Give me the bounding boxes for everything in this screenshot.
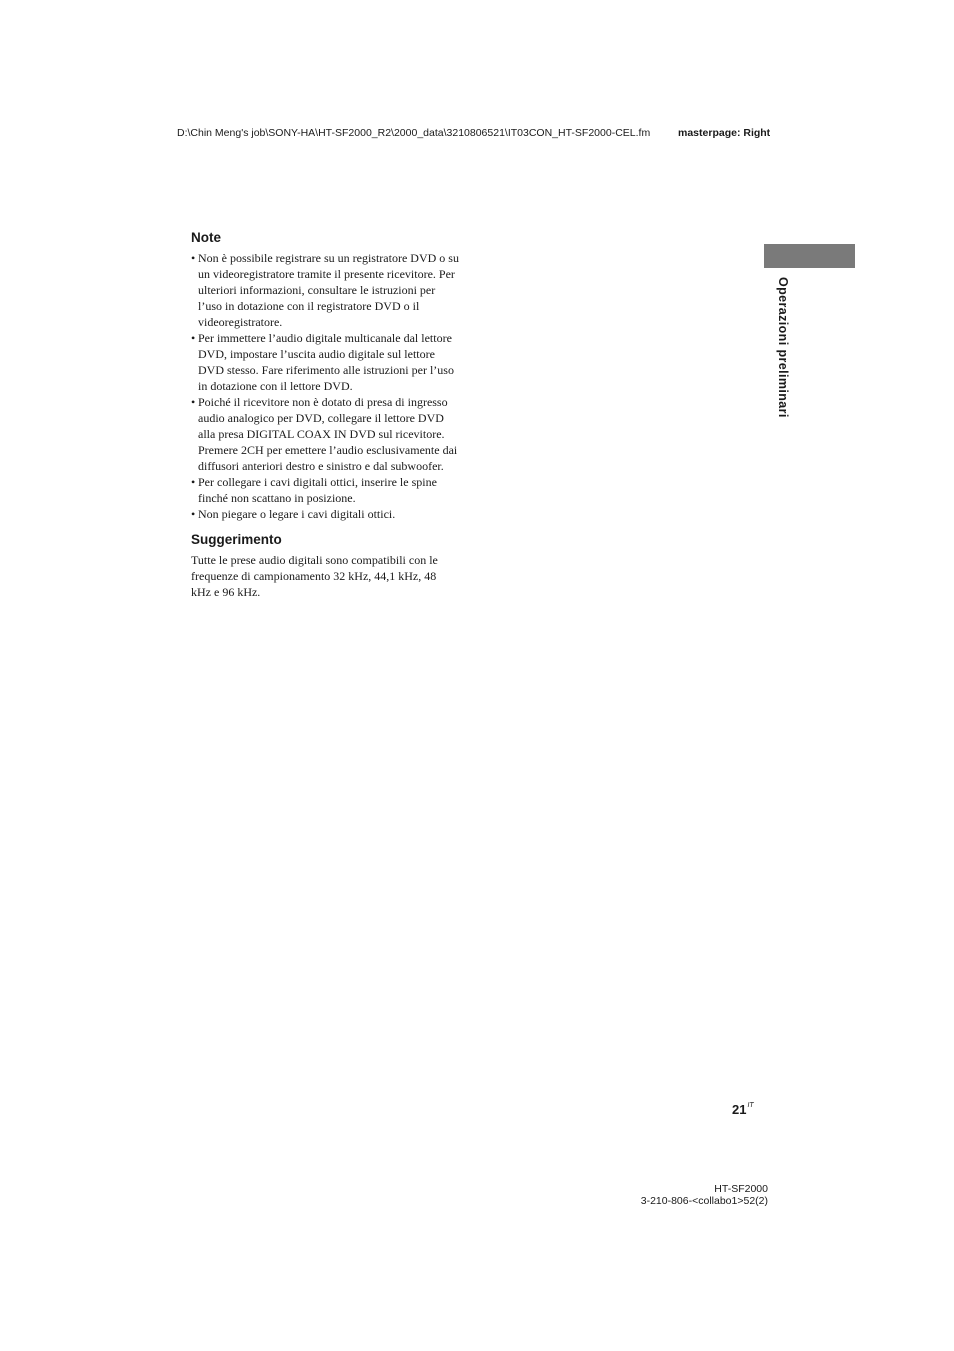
notes-list <box>191 250 459 522</box>
note-item <box>191 474 459 506</box>
note-item <box>191 250 459 330</box>
notes-heading: Note <box>191 230 221 245</box>
note-text: Non è possibile registrare su un registratore DVD o su un videoregistratore tramite il presente ricevitore. Per ulteriori informazioni, consultare le istruzioni per l’uso in dotazione con il registratore DVD o il videoregistratore. <box>198 251 459 329</box>
footer-code: 3-210-806-<collabo1>52(2) <box>640 1195 768 1207</box>
tip-text: Tutte le prese audio digitali sono compatibili con le frequenze di campionamento 32 kHz, 44,1 kHz, 48 kHz e 96 kHz. <box>191 553 438 599</box>
page-number <box>732 1102 754 1117</box>
note-text: Non piegare o legare i cavi digitali ottici. <box>198 507 396 521</box>
bullet-icon: • <box>191 475 196 489</box>
bullet-icon: • <box>191 395 196 409</box>
tip-heading: Suggerimento <box>191 532 282 547</box>
note-text: Poiché il ricevitore non è dotato di presa di ingresso audio analogico per DVD, collegare il lettore DVD alla presa DIGITAL COAX IN DVD sul ricevitore. Premere 2CH per emettere l’audio esclusivamente dai diffusori anteriori destro e sinistro e dal subwoofer. <box>198 395 458 473</box>
footer-model-block <box>641 1183 768 1207</box>
note-item <box>191 330 459 394</box>
main-content <box>191 230 459 600</box>
header-file-path: D:\Chin Meng's job\SONY-HA\HT-SF2000_R2\2000_data\3210806521\IT03CON_HT-SF2000-CEL.fm <box>177 127 651 139</box>
section-tab-bar <box>764 244 855 268</box>
note-text: Per immettere l’audio digitale multicanale dal lettore DVD, impostare l’uscita audio digitale sul lettore DVD stesso. Fare riferimento alle istruzioni per l’uso in dotazione con il lettore DVD. <box>198 331 454 393</box>
page-number-suffix: IT <box>747 1102 754 1109</box>
note-item <box>191 394 459 474</box>
page-number-value: 21 <box>732 1102 747 1117</box>
bullet-icon: • <box>191 331 196 345</box>
bullet-icon: • <box>191 251 196 265</box>
bullet-icon: • <box>191 507 196 521</box>
header-masterpage: masterpage: Right <box>678 127 771 139</box>
section-tab-label: Operazioni preliminari <box>776 277 790 418</box>
note-item <box>191 506 459 522</box>
footer-model: HT-SF2000 <box>714 1183 768 1195</box>
note-text: Per collegare i cavi digitali ottici, inserire le spine finché non scattano in posizione. <box>198 475 437 505</box>
